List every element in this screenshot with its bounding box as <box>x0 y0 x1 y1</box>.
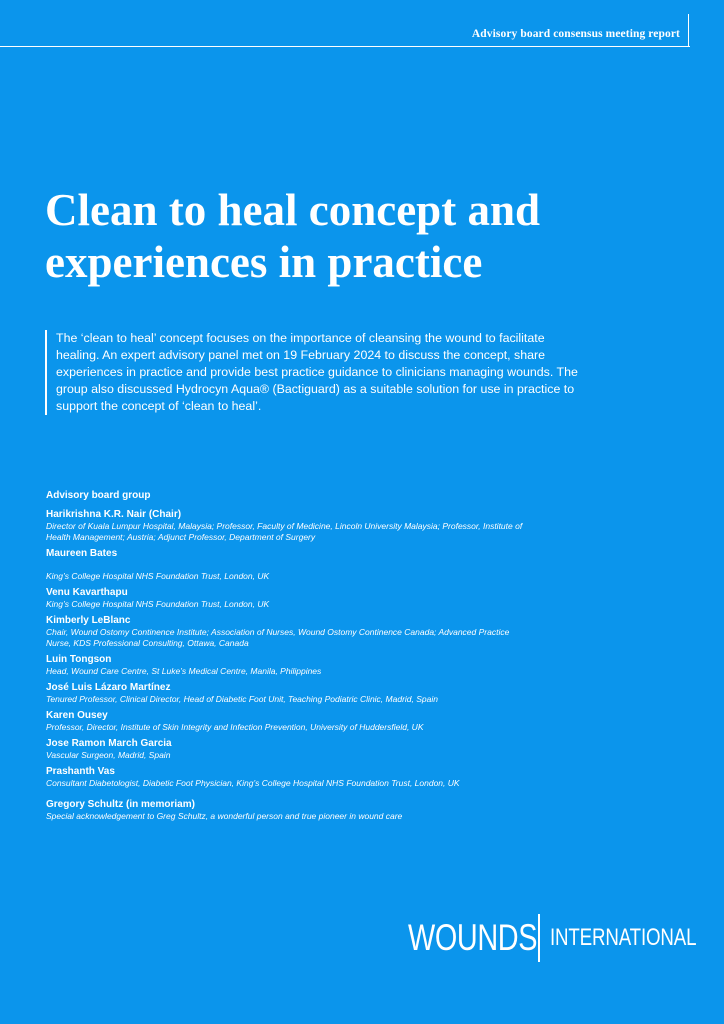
member-name: Harikrishna K.R. Nair (Chair) <box>46 509 182 520</box>
affiliation-line: Chair, Wound Ostomy Continence Institute; Association of Nurses, Wound Ostomy Continence Canada; Advanced Practice <box>46 627 510 637</box>
member-name: Maureen Bates <box>46 548 118 559</box>
member-name: Karen Ousey <box>46 710 108 721</box>
affiliation-line: Special acknowledgement to Greg Schultz, a wonderful person and true pioneer in wound care <box>46 811 403 821</box>
affiliation-line: Nurse, KDS Professional Consulting, Ottawa, Canada <box>46 638 249 648</box>
affiliation-line: Vascular Surgeon, Madrid, Spain <box>46 750 171 760</box>
member-affiliation <box>46 722 646 733</box>
board-member <box>46 548 646 582</box>
board-member <box>46 766 646 789</box>
board-member <box>46 799 646 822</box>
member-name: Gregory Schultz (in memoriam) <box>46 799 195 810</box>
logo-international-text: INTERNATIONAL <box>549 924 696 951</box>
affiliation-line: King’s College Hospital NHS Foundation Trust, London, UK <box>46 571 270 581</box>
affiliation-line: Head, Wound Care Centre, St Luke’s Medical Centre, Manila, Philippines <box>46 666 322 676</box>
member-affiliation <box>46 811 646 822</box>
affiliation-line: Director of Kuala Lumpur Hospital, Malaysia; Professor, Faculty of Medicine, Lincoln University Malaysia; Professor, Institute of <box>46 521 523 531</box>
member-affiliation <box>46 778 646 789</box>
intro-line: group also discussed Hydrocyn Aqua® (Bactiguard) as a suitable solution for use in practice to <box>56 382 575 396</box>
advisory-board-list <box>46 490 646 827</box>
member-affiliation <box>46 521 646 543</box>
intro-paragraph <box>45 330 646 415</box>
intro-line: The ‘clean to heal’ concept focuses on the importance of cleansing the wound to facilitate <box>56 331 545 345</box>
member-name: Kimberly LeBlanc <box>46 615 131 626</box>
board-member <box>46 587 646 610</box>
affiliation-line: Consultant Diabetologist, Diabetic Foot Physician, King’s College Hospital NHS Foundation Trust, London, UK <box>46 778 460 788</box>
header-divider <box>688 14 689 47</box>
intro-line: healing. An expert advisory panel met on 19 February 2024 to discuss the concept, share <box>56 348 546 362</box>
board-member <box>46 654 646 677</box>
member-affiliation <box>46 560 646 582</box>
affiliation-line: Professor, Director, Institute of Skin Integrity and Infection Prevention, University of Huddersfield, UK <box>46 722 424 732</box>
affiliation-line: King’s College Hospital NHS Foundation Trust, London, UK <box>46 599 270 609</box>
board-member <box>46 615 646 649</box>
member-affiliation <box>46 627 646 649</box>
affiliation-line: Tenured Professor, Clinical Director, Head of Diabetic Foot Unit, Teaching Podiatric Clinic, Madrid, Spain <box>46 694 438 704</box>
member-name: Luin Tongson <box>46 654 112 665</box>
header-rule <box>0 46 690 47</box>
intro-line: support the concept of ‘clean to heal’. <box>56 399 262 413</box>
member-affiliation <box>46 750 646 761</box>
member-name: Prashanth Vas <box>46 766 115 777</box>
title-line-1: Clean to heal concept and <box>45 185 540 235</box>
board-member <box>46 682 646 705</box>
logo-wounds-text: WOUNDS <box>408 917 538 958</box>
member-affiliation <box>46 599 646 610</box>
page-title <box>45 184 685 288</box>
affiliation-line: Health Management; Austria; Adjunct Professor, Department of Surgery <box>46 532 316 542</box>
intro-line: experiences in practice and provide best practice guidance to clinicians managing wounds. The <box>56 365 578 379</box>
wounds-international-logo <box>408 913 724 963</box>
affiliation-line <box>46 560 646 571</box>
logo-divider <box>538 914 540 962</box>
advisory-board-heading: Advisory board group <box>46 490 151 501</box>
board-member <box>46 509 646 543</box>
title-line-2: experiences in practice <box>45 237 483 287</box>
member-affiliation <box>46 666 646 677</box>
member-name: Jose Ramon March Garcia <box>46 738 172 749</box>
member-name: Venu Kavarthapu <box>46 587 128 598</box>
board-member <box>46 710 646 733</box>
member-affiliation <box>46 694 646 705</box>
report-type-label: Advisory board consensus meeting report <box>471 28 680 40</box>
member-name: José Luis Lázaro Martínez <box>46 682 171 693</box>
board-member <box>46 738 646 761</box>
